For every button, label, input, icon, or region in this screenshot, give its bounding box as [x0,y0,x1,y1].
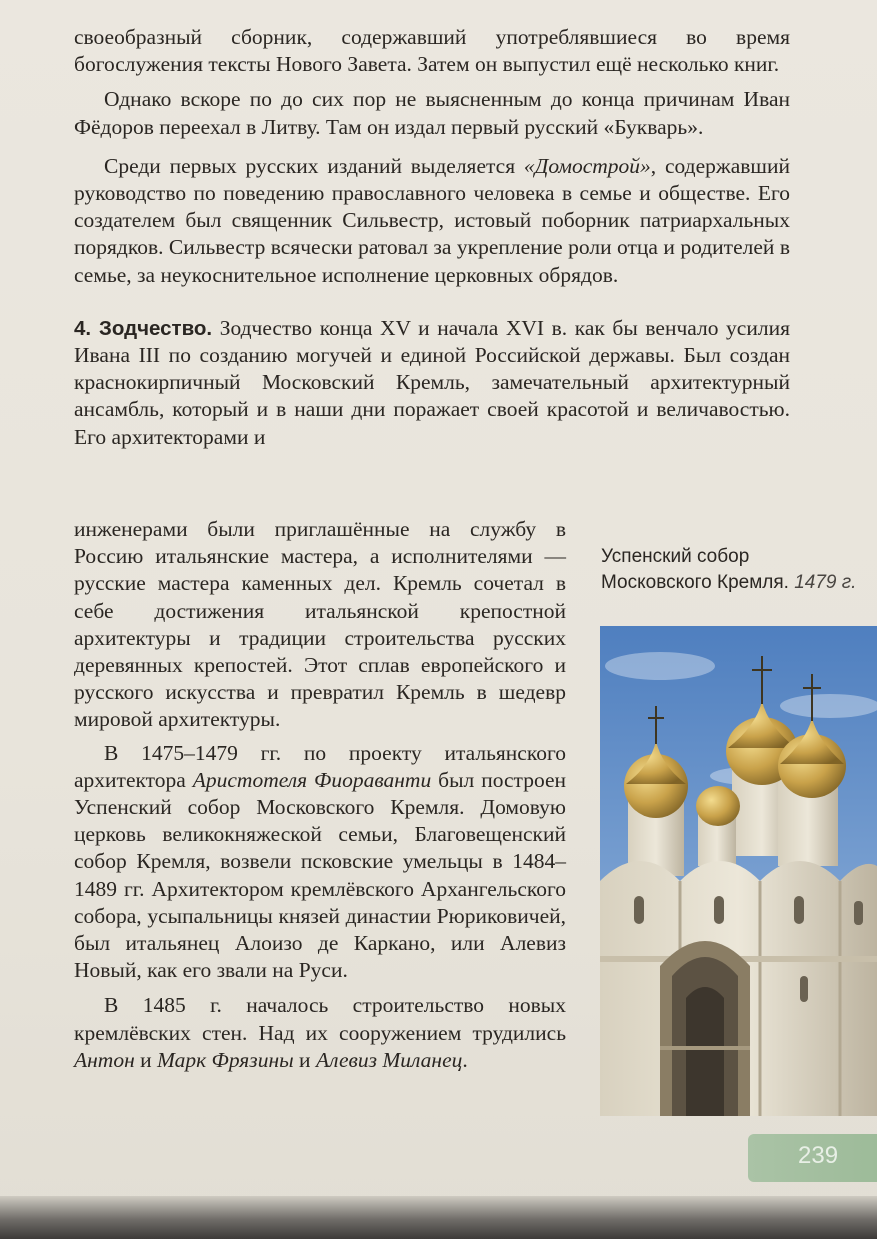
caption-year: 1479 г. [794,572,857,593]
entrance-portal [660,941,750,1116]
builder-name-aleviz: Алевиз Миланец [315,1047,463,1072]
walls-text-a: В 1485 г. началось строительство новых кремлёвских стен. Над их сооружением трудились [74,993,566,1045]
page-number-badge [748,1134,877,1182]
paragraph-printing-collection: своеобразный сборник, содержавший употреблявшиеся во время богослужения тексты Нового Завета. Затем он выпустил ещё несколько книг. [74,25,790,77]
paragraph-kremlin-masters: инженерами были приглашённые на службу в Россию итальянские мастера, а исполнителями — русские мастера каменных дел. Кремль сочетал в себе достижения итальянской крепостной архитектуры и традиции строительства русских деревянных крепостей. Этот сплав европейского и русского искусства и превратил Кремль в шедевр мировой архитектуры. [74,517,566,732]
section-heading: 4. Зодчество. [74,316,213,340]
cathedral-illustration [600,626,877,1116]
paragraph-domostroy [74,153,790,289]
cathedrals-text-b: был построен Успенский собор Московского Кремля. Домовую церковь великокняжеской семьи, Благовещенский собор Кремля, возвели псковские умельцы в 1484–1489 гг. Архитектором кремлёвского Архангельского собора, усыпальницы князей династии Рюриковичей, был итальянец Алоизо де Каркано, или Алевиз Новый, как его звали на Руси. [74,767,567,983]
architecture-intro-text: Зодчество конца XV и начала XVI в. как бы венчало усилия Ивана III по созданию могучей и единой Российской державы. Был создан краснокирпичный Московский Кремль, замечательный архитектурный ансамбль, который и в наши дни поражает своей красотой и величавостью. Его архитекторами и [74,315,790,449]
walls-and-1: и [134,1047,158,1072]
scan-bottom-edge [0,1196,877,1239]
paragraph-kremlin-walls [74,992,566,1074]
caption-cathedral-place: Московского Кремля. [601,572,789,593]
domostroy-title: «Домострой» [523,153,651,178]
builder-name-anton: Антон [74,1047,135,1072]
paragraph-architecture-intro [74,315,790,451]
caption-line-2 [601,570,877,596]
page-number: 239 [798,1142,839,1169]
cathedrals-text-a: В 1475–1479 гг. по проекту итальянского архитектора [74,740,566,792]
domostroy-text-b: , содержавший руководство по поведению православного человека в семье и обществе. Его создателем был священник Сильвестр, истовый поборник патриархальных порядков. Сильвестр всячески ратовал за укрепление роли отца и родителей в семье, за неукоснительное исполнение церковных обрядов. [74,153,790,287]
assumption-cathedral-photo [600,626,877,1116]
walls-end: . [462,1047,468,1072]
builder-name-mark: Марк Фрязины [157,1047,294,1072]
text-block-narrow [74,516,566,1074]
paragraph-cathedrals [74,740,566,985]
caption-line-1: Успенский собор [601,546,750,567]
domostroy-text-a: Среди первых русских изданий выделяется [104,153,524,178]
text-block-top [74,24,790,451]
walls-and-2: и [293,1047,316,1072]
architect-name: Аристотеля Фиораванти [192,767,432,792]
photo-caption [601,544,877,596]
paragraph-fedorov-lithuania: Однако вскоре по до сих пор не выясненным до конца причинам Иван Фёдоров переехал в Литву. Там он издал первый русский «Букварь». [74,87,790,139]
